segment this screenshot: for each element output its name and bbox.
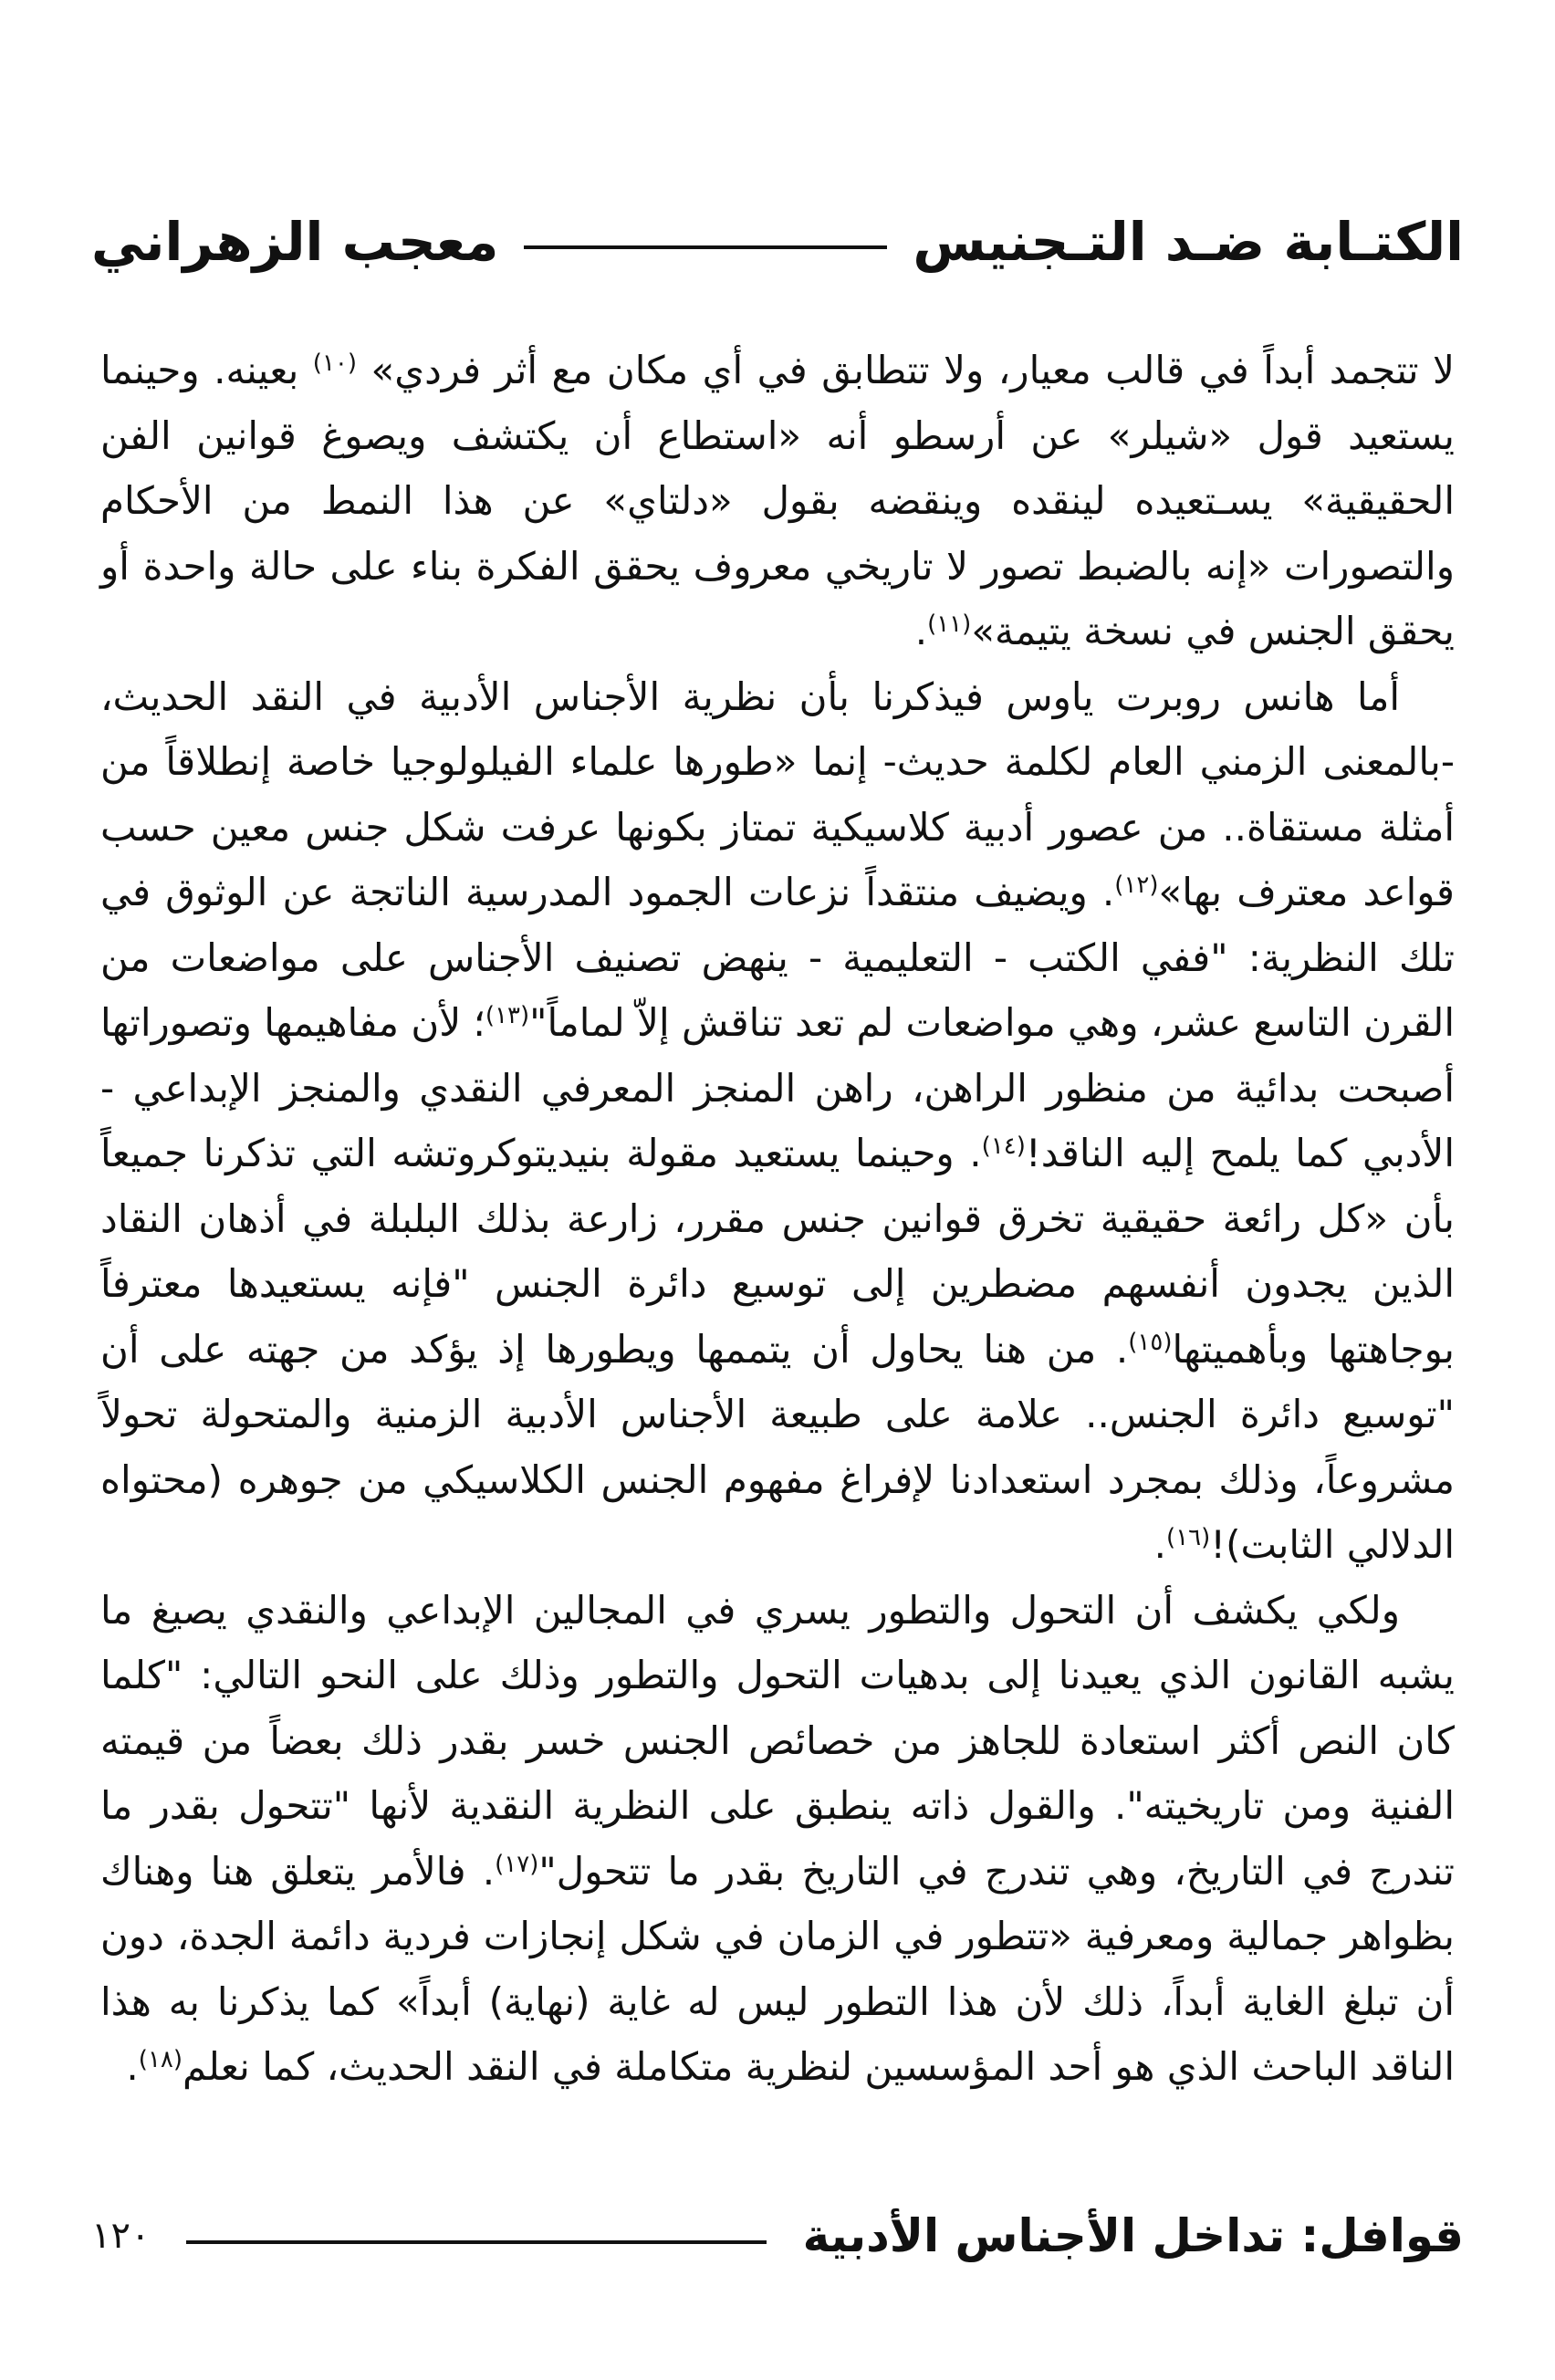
footer-rule [186, 2240, 766, 2244]
paragraph-text: أما هانس روبرت ياوس فيذكرنا بأن نظرية الأجناس الأدبية في النقد الحديث، -بالمعنى الزمني العام لكلمة حديث- إنما «طورها علماء الفيلولوجيا خاصة إنطلاقاً من أمثلة مستقاة.. من عصور أدبية كلاسيكية تمتاز بكونها عرفت شكل جنس معين حسب قواعد معترف بها» [100, 673, 1456, 914]
author-name: معجب الزهراني [91, 211, 499, 273]
paragraph-text: . [126, 2044, 139, 2089]
footnote-marker: (١١) [927, 611, 972, 638]
paragraph-text: لا تتجمد أبداً في قالب معيار، ولا تتطابق في أي مكان مع أثر فردي» [357, 348, 1456, 392]
paragraph-text: . فالأمر يتعلق هنا وهناك بظواهر جمالية ومعرفية «تتطور في الزمان في شكل إنجازات فردية دائمة الجدة، دون أن تبلغ الغاية أبداً، ذلك لأن هذا التطور ليس له غاية (نهاية) أبداً» كما يذكرنا به هذا الناقد الباحث الذي هو أحد المؤسسين لنظرية متكاملة في النقد الحديث، كما نعلم [100, 1848, 1455, 2089]
paragraph-text: ولكي يكشف أن التحول والتطور يسري في المجالين الإبداعي والنقدي يصيغ ما يشبه القانون الذي يعيدنا إلى بدهيات التحول والتطور وذلك على النحو التالي: "كلما كان النص أكثر استعادة للجاهز من خصائص الجنس خسر بقدر ذلك بعضاً من قيمته الفنية ومن تاريخيته". والقول ذاته ينطبق على النظرية النقدية لأنها "تتحول بقدر ما تندرج في التاريخ، وهي تندرج في التاريخ بقدر ما تتحول" [100, 1587, 1455, 1894]
paragraph-text: . من هنا يحاول أن يتممها ويطورها إذ يؤكد من جهته على أن "توسيع دائرة الجنس.. علامة على طبيعة الأجناس الأدبية الزمنية والمتحولة تحولاً مشروعاً، وذلك بمجرد استعدادنا لإفراغ مفهوم الجنس الكلاسيكي من جوهره (محتواه الدلالي الثابت)! [100, 1326, 1455, 1567]
paragraph-text: . وحينما يستعيد مقولة بنيديتوكروتشه التي تذكرنا جميعاً بأن «كل رائعة حقيقية تخرق قوانين جنس مقرر، زارعة بذلك البلبلة في أذهان النقاد الذين يجدون أنفسهم مضطرين إلى توسيع دائرة الجنس "فإنه يستعيدها معترفاً بوجاهتها وبأهميتها [100, 1131, 1455, 1372]
paragraph-text: بعينه. وحينما يستعيد قول «شيلر» عن أرسطو أنه «استطاع أن يكتشف ويصوغ قوانين الفن الحقيقية» يسـتعيده لينقده وينقضه بقول «دلتاي» عن هذا النمط من الأحكام والتصورات «إنه بالضبط تصور لا تاريخي معروف يحقق الفكرة بناء على حالة واحدة أو يحقق الجنس في نسخة يتيمة» [100, 348, 1455, 653]
series-title: قوافل: تداخل الأجناس الأدبية [802, 2209, 1464, 2262]
paragraph-text: . ويضيف منتقداً نزعات الجمود المدرسية الناتجة عن الوثوق في تلك النظرية: "ففي الكتب - التعليمية - ينهض تصنيف الأجناس على مواضعات من القرن التاسع عشر، وهي مواضعات لم تعد تناقش إلاّ لماماً" [100, 870, 1456, 1045]
body-text [100, 338, 1455, 2100]
footnote-marker: (١٣) [485, 1002, 530, 1029]
paragraph [100, 664, 1455, 1578]
running-footer [91, 2186, 1464, 2286]
chapter-title: الكتـابة ضـد التـجنيس [913, 211, 1464, 273]
paragraph [100, 338, 1455, 664]
footnote-marker: (١٧) [495, 1850, 539, 1878]
footnote-marker: (١٠) [312, 350, 358, 377]
footnote-marker: (١٥) [1128, 1328, 1173, 1356]
running-header [91, 192, 1464, 292]
page-number: ١٢٠ [91, 2215, 151, 2257]
footnote-marker: (١٤) [981, 1133, 1026, 1160]
paragraph-text: . [1153, 1522, 1167, 1567]
footnote-marker: (١٢) [1114, 872, 1159, 899]
footnote-marker: (١٨) [138, 2046, 183, 2073]
header-rule [524, 245, 887, 249]
paragraph [100, 1578, 1455, 2100]
paragraph-text: . [914, 609, 928, 653]
footnote-marker: (١٦) [1166, 1524, 1211, 1551]
paragraph-text: ؛ لأن مفاهيمها وتصوراتها أصبحت بدائية من منظور الراهن، راهن المنجز المعرفي النقدي والمنجز الإبداعي - الأدبي كما يلمح إليه الناقد! [100, 1000, 1455, 1175]
